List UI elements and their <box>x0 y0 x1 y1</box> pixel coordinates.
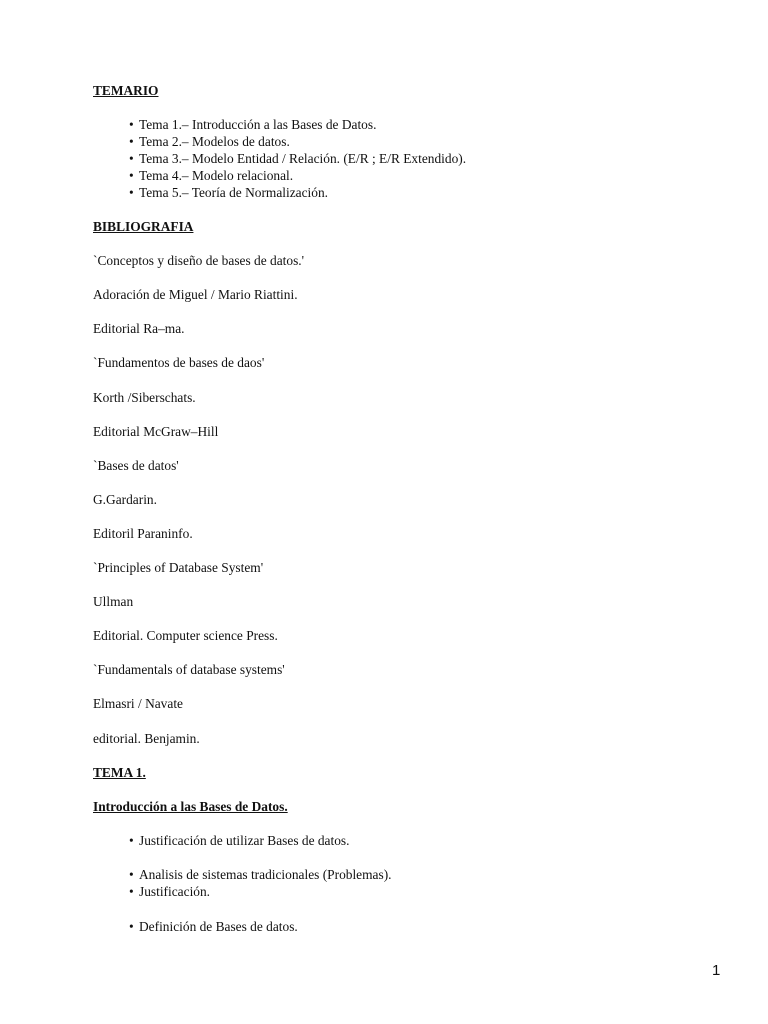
bibliography-line: Ullman <box>93 594 134 609</box>
bibliography-line: G.Gardarin. <box>93 492 157 507</box>
tema1-list <box>129 866 392 900</box>
bibliography-line: Adoración de Miguel / Mario Riattini. <box>93 287 298 302</box>
bullet-icon: • <box>129 168 134 183</box>
tema1-list <box>129 918 298 935</box>
temario-item <box>129 184 466 201</box>
tema1-subheading: Introducción a las Bases de Datos. <box>93 799 288 814</box>
bibliography-line: editorial. Benjamin. <box>93 731 200 746</box>
tema1-item-text: Definición de Bases de datos. <box>139 919 298 934</box>
bibliography-line: Korth /Siberschats. <box>93 390 196 405</box>
tema1-item <box>129 832 349 849</box>
bullet-icon: • <box>129 134 134 149</box>
bullet-icon: • <box>129 117 134 132</box>
bullet-icon: • <box>129 151 134 166</box>
bibliography-line: Editorial Ra–ma. <box>93 321 185 336</box>
temario-item-text: Tema 1.– Introducción a las Bases de Datos. <box>139 117 377 132</box>
temario-list <box>129 116 466 201</box>
tema1-list <box>129 832 349 849</box>
tema1-item-text: Justificación de utilizar Bases de datos. <box>139 833 350 848</box>
bibliography-line: `Bases de datos' <box>93 458 179 473</box>
tema1-item <box>129 883 392 900</box>
bibliography-line: Editorial McGraw–Hill <box>93 424 219 439</box>
bullet-icon: • <box>129 867 134 882</box>
bibliography-line: `Principles of Database System' <box>93 560 264 575</box>
tema1-heading: TEMA 1. <box>93 765 146 780</box>
temario-item <box>129 150 466 167</box>
temario-item-text: Tema 5.– Teoría de Normalización. <box>139 185 328 200</box>
temario-heading: TEMARIO <box>93 83 159 98</box>
bibliography-line: Editoril Paraninfo. <box>93 526 193 541</box>
tema1-item <box>129 918 298 935</box>
temario-item <box>129 133 466 150</box>
bibliography-line: Elmasri / Navate <box>93 696 183 711</box>
temario-item-text: Tema 2.– Modelos de datos. <box>139 134 290 149</box>
temario-item <box>129 116 466 133</box>
temario-item-text: Tema 4.– Modelo relacional. <box>139 168 294 183</box>
bullet-icon: • <box>129 884 134 899</box>
tema1-item <box>129 866 392 883</box>
bibliography-line: `Fundamentos de bases de daos' <box>93 355 265 370</box>
bullet-icon: • <box>129 185 134 200</box>
tema1-item-text: Analisis de sistemas tradicionales (Problemas). <box>139 867 392 882</box>
bullet-icon: • <box>129 833 134 848</box>
page-number: 1 <box>712 962 721 979</box>
bullet-icon: • <box>129 919 134 934</box>
bibliography-line: `Fundamentals of database systems' <box>93 662 285 677</box>
tema1-item-text: Justificación. <box>139 884 211 899</box>
bibliography-line: `Conceptos y diseño de bases de datos.' <box>93 253 305 268</box>
temario-item-text: Tema 3.– Modelo Entidad / Relación. (E/R ; E/R Extendido). <box>139 151 467 166</box>
temario-item <box>129 167 466 184</box>
bibliography-line: Editorial. Computer science Press. <box>93 628 278 643</box>
bibliografia-heading: BIBLIOGRAFIA <box>93 219 194 234</box>
